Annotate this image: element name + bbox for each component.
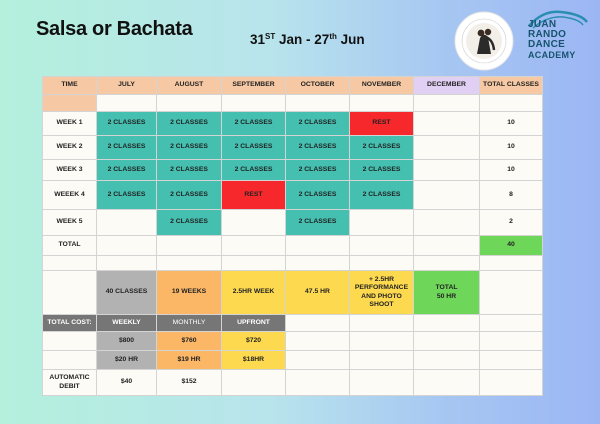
cell-december	[414, 112, 480, 136]
cell-july	[97, 210, 157, 236]
row-label: WEEEK 4	[43, 181, 97, 210]
dancer-logo-icon	[453, 10, 515, 72]
academy-brand: JUAN RANDO DANCE ACADEMY	[528, 19, 576, 60]
cell-total: 10	[480, 112, 543, 136]
cell-september: 2 CLASSES	[222, 160, 286, 181]
cost-header-upfront: UPFRONT	[222, 315, 286, 332]
row-label: WEEK 1	[43, 112, 97, 136]
summary-total-hours: TOTAL 50 HR	[414, 271, 480, 315]
cost-monthly: $760	[157, 332, 222, 351]
cost-row	[43, 332, 543, 351]
summary-weeks: 19 WEEKS	[157, 271, 222, 315]
grand-total: 40	[480, 236, 543, 256]
cell-total: 10	[480, 136, 543, 160]
cell-november: 2 CLASSES	[350, 160, 414, 181]
header-time: TIME	[43, 77, 97, 95]
summary-classes: 40 CLASSES	[97, 271, 157, 315]
debit-label: AUTOMATIC DEBIT	[43, 370, 97, 396]
cell-november	[350, 210, 414, 236]
summary-extra: + 2.5HR PERFORMANCE AND PHOTO SHOOT	[350, 271, 414, 315]
header-september: SEPTEMBER	[222, 77, 286, 95]
table-row	[43, 160, 543, 181]
cell-november: 2 CLASSES	[350, 136, 414, 160]
cell-september: 2 CLASSES	[222, 136, 286, 160]
spacer-row	[43, 256, 543, 271]
cost-header-monthly: MONTHLY	[157, 315, 222, 332]
page-title: Salsa or Bachata	[36, 18, 193, 40]
cell-july: 2 CLASSES	[97, 160, 157, 181]
table-row	[43, 136, 543, 160]
rate-upfront: $18HR	[222, 351, 286, 370]
cell-october: 2 CLASSES	[286, 210, 350, 236]
cell-august: 2 CLASSES	[157, 210, 222, 236]
cell-july: 2 CLASSES	[97, 181, 157, 210]
summary-per-week: 2.5HR WEEK	[222, 271, 286, 315]
cost-header-weekly: WEEKLY	[97, 315, 157, 332]
cell-october: 2 CLASSES	[286, 112, 350, 136]
cell-july: 2 CLASSES	[97, 112, 157, 136]
cell-total: 2	[480, 210, 543, 236]
cell-august: 2 CLASSES	[157, 160, 222, 181]
header-july: JULY	[97, 77, 157, 95]
table-row	[43, 181, 543, 210]
cell-total: 8	[480, 181, 543, 210]
debit-monthly: $152	[157, 370, 222, 396]
cost-header-row	[43, 315, 543, 332]
cell-november: REST	[350, 112, 414, 136]
rate-weekly: $20 HR	[97, 351, 157, 370]
date-range: 31ST Jan - 27th Jun	[250, 32, 365, 47]
cell-september: REST	[222, 181, 286, 210]
rate-monthly: $19 HR	[157, 351, 222, 370]
row-label: TOTAL	[43, 236, 97, 256]
header-total-classes: TOTAL CLASSES	[480, 77, 543, 95]
cost-upfront: $720	[222, 332, 286, 351]
cost-weekly: $800	[97, 332, 157, 351]
cell-december	[414, 136, 480, 160]
cell-november: 2 CLASSES	[350, 181, 414, 210]
debit-weekly: $40	[97, 370, 157, 396]
cell-december	[414, 160, 480, 181]
header-august: AUGUST	[157, 77, 222, 95]
cell-august: 2 CLASSES	[157, 181, 222, 210]
cell-september	[222, 210, 286, 236]
table-row	[43, 112, 543, 136]
cell-september: 2 CLASSES	[222, 112, 286, 136]
cell-october: 2 CLASSES	[286, 160, 350, 181]
summary-row	[43, 271, 543, 315]
header-october: OCTOBER	[286, 77, 350, 95]
cell-december	[414, 210, 480, 236]
header-row	[43, 77, 543, 95]
spacer-row	[43, 95, 543, 112]
header-december: DECEMBER	[414, 77, 480, 95]
cell-total: 10	[480, 160, 543, 181]
row-label: WEEK 3	[43, 160, 97, 181]
header-november: NOVEMBER	[350, 77, 414, 95]
table-row	[43, 210, 543, 236]
cost-label: TOTAL COST:	[43, 315, 97, 332]
total-row	[43, 236, 543, 256]
schedule-table	[42, 76, 543, 396]
debit-row	[43, 370, 543, 396]
summary-hours: 47.5 HR	[286, 271, 350, 315]
cell-october: 2 CLASSES	[286, 181, 350, 210]
cost-row	[43, 351, 543, 370]
cell-july: 2 CLASSES	[97, 136, 157, 160]
cell-august: 2 CLASSES	[157, 112, 222, 136]
row-label: WEEK 2	[43, 136, 97, 160]
cell-august: 2 CLASSES	[157, 136, 222, 160]
row-label: WEEK 5	[43, 210, 97, 236]
cell-october: 2 CLASSES	[286, 136, 350, 160]
cell-december	[414, 181, 480, 210]
